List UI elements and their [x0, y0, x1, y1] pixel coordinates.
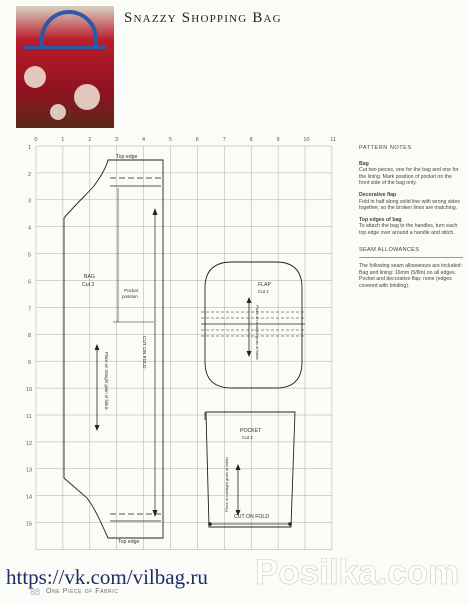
- row-label: 6: [28, 279, 32, 286]
- notes-divider: [359, 257, 463, 258]
- notes-top-text: To attach the bag to the handles, turn each top edge over around a handle and stitch.: [359, 223, 458, 236]
- row-label: 11: [26, 413, 32, 420]
- bag-outline: [64, 160, 163, 538]
- pattern-notes: [359, 145, 463, 290]
- seam-text: The following seam allowances are included: Bag and lining: 16mm (5/8in) on all edges. Pocket and decorative flap: none (edges covered with binding).: [359, 263, 462, 289]
- row-labels: [26, 145, 32, 528]
- notes-heading: PATTERN NOTES: [359, 145, 412, 151]
- col-label: 3: [115, 137, 119, 143]
- label-grain-bag: Place on straight grain of fabric: [104, 352, 109, 410]
- notes-top-title: Top edges of bag: [359, 216, 402, 223]
- col-label: 0: [34, 137, 38, 143]
- column-labels: [34, 137, 336, 143]
- label-cut-on-fold-bag: CUT ON FOLD: [141, 336, 146, 369]
- label-grain-pocket: Place on straight grain of fabric: [224, 456, 229, 512]
- row-label: 10: [26, 387, 33, 393]
- notes-flap-title: Decorative flap: [359, 191, 397, 198]
- row-label: 1: [28, 144, 32, 151]
- col-label: 9: [276, 137, 280, 143]
- col-label: 8: [249, 137, 253, 143]
- col-label: 11: [330, 137, 337, 143]
- label-bag: BAG: [84, 274, 95, 280]
- watermark-brand: Posilka.com: [255, 553, 460, 592]
- col-label: 6: [195, 137, 199, 143]
- col-label: 2: [88, 137, 92, 143]
- notes-bag-title: Bag: [359, 160, 369, 167]
- row-label: 12: [26, 440, 33, 447]
- label-top-edge-bottom: Top edge: [118, 539, 140, 545]
- label-pocket-position-2: position: [122, 294, 138, 299]
- label-pocket: POCKET: [240, 428, 262, 434]
- notes-flap-text: Fold in half along solid line with wrong sides together, so the broken lines are matching.: [359, 198, 460, 212]
- page-number: 88: [30, 587, 41, 597]
- label-pocket-cut: Cut 1: [242, 435, 253, 440]
- label-cut-on-fold-pocket: CUT ON FOLD: [234, 514, 270, 520]
- label-flap: FLAP: [258, 282, 271, 288]
- row-label: 4: [28, 225, 32, 232]
- row-label: 14: [26, 494, 33, 501]
- label-grain-flap: Place on straight grain of fabric: [255, 305, 260, 361]
- row-label: 13: [26, 467, 33, 474]
- col-label: 4: [142, 137, 146, 143]
- row-label: 2: [28, 171, 32, 178]
- row-label: 7: [28, 306, 32, 313]
- pattern-grid: [36, 146, 332, 550]
- label-bag-cut: Cut 2: [82, 282, 95, 288]
- book-title: One Piece of Fabric: [46, 588, 119, 595]
- notes-bag-text: Cut two pieces, one for the bag and one for the lining. Mark position of pocket on the front side of the bag only.: [359, 167, 459, 187]
- col-label: 7: [222, 137, 226, 143]
- label-flap-cut: Cut 1: [258, 289, 269, 294]
- page-title: Snazzy Shopping Bag: [124, 10, 282, 26]
- row-label: 3: [28, 198, 32, 205]
- col-label: 5: [168, 137, 172, 143]
- watermark-url: https://vk.com/vilbag.ru: [6, 565, 208, 589]
- label-top-edge-top: Top edge: [116, 154, 138, 160]
- seam-heading: SEAM ALLOWANCES: [359, 246, 420, 253]
- row-label: 15: [26, 521, 33, 528]
- col-label: 10: [303, 137, 310, 143]
- row-label: 9: [28, 360, 32, 367]
- label-pocket-position: Pocket: [124, 288, 139, 293]
- row-label: 5: [28, 252, 32, 259]
- col-label: 1: [61, 137, 65, 143]
- flap-outline: [205, 262, 302, 388]
- row-label: 8: [28, 333, 32, 340]
